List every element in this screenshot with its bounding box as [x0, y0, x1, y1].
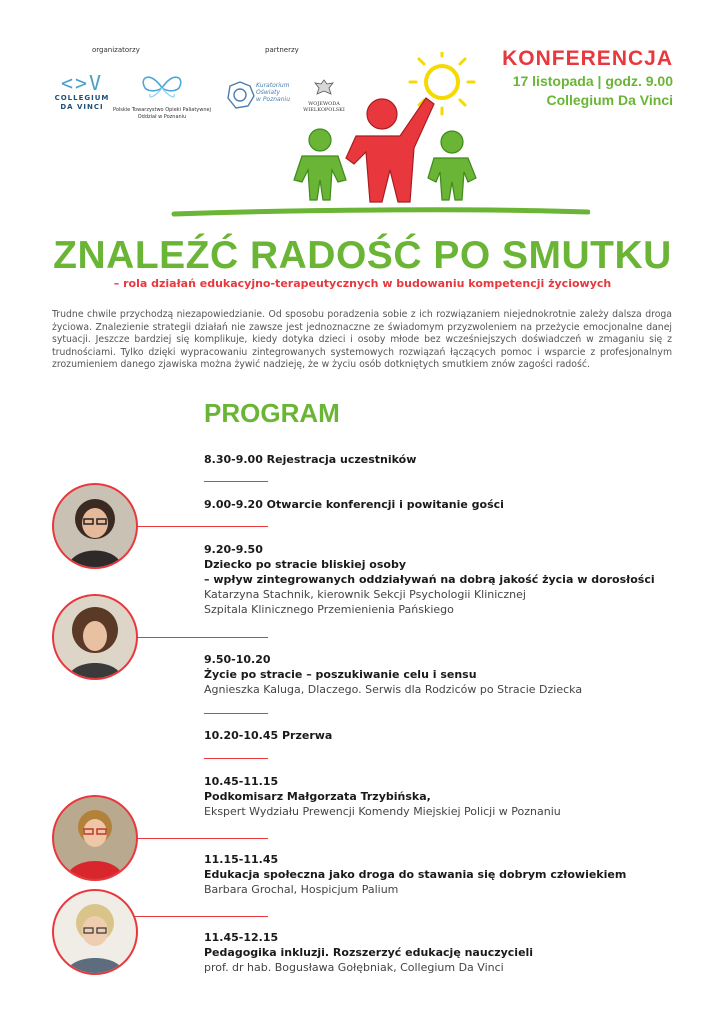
person-portrait-icon	[54, 485, 136, 567]
program-item-title: 10.20-10.45 Przerwa	[204, 729, 333, 742]
program-item-title: Podkomisarz Małgorzata Trzybińska,	[204, 790, 431, 803]
speaker-photo	[52, 889, 138, 975]
program-item-speaker: Ekspert Wydziału Prewencji Komendy Miejskiej Policji w Poznaniu	[204, 805, 561, 818]
ptop-line2: Oddział w Poznaniu	[137, 114, 187, 120]
kuratorium-line1: Kuratorium	[256, 82, 290, 89]
kuratorium-line3: w Poznaniu	[256, 96, 291, 103]
main-title: ZNALEŹĆ RADOŚĆ PO SMUTKU	[53, 234, 672, 277]
program-item-speaker: Katarzyna Stachnik, kierownik Sekcji Psychologii Klinicznej	[204, 588, 526, 601]
conference-date: 17 listopada | godz. 9.00	[512, 73, 673, 89]
program-item-speaker: Agnieszka Kaluga, Dlaczego. Serwis dla Rodziców po Stracie Dziecka	[204, 683, 583, 696]
kuratorium-line2: Oświaty	[256, 89, 281, 96]
program-item-title: 8.30-9.00 Rejestracja uczestników	[204, 453, 417, 466]
wojewoda-line2: WIELKOPOLSKI	[303, 107, 345, 113]
ground-line	[174, 210, 588, 214]
program-item	[204, 452, 684, 467]
program-item	[204, 728, 684, 743]
speaker-photo	[52, 483, 138, 569]
program-item-title: 9.00-9.20 Otwarcie konferencji i powitanie gości	[204, 498, 504, 511]
program-item-speaker-cont: Szpitala Klinicznego Przemienienia Pańskiego	[204, 603, 454, 616]
program-item-title: Życie po stracie – poszukiwanie celu i sensu	[204, 668, 477, 681]
program-item-title: Dziecko po stracie bliskiej osoby	[204, 558, 407, 571]
right-child-figure	[428, 131, 476, 200]
wojewoda-line1: WOJEWODA	[308, 101, 340, 107]
program-item-time: 9.50-10.20	[204, 653, 271, 666]
conference-place: Collegium Da Vinci	[546, 92, 673, 108]
program-item-time: 11.15-11.45	[204, 853, 279, 866]
program-item-time: 11.45-12.15	[204, 931, 279, 944]
cdv-logo-line2: DA VINCI	[60, 103, 104, 111]
family-sun-illustration	[170, 52, 590, 222]
partners-label: partnerzy	[265, 46, 299, 54]
left-child-figure	[294, 129, 346, 200]
program-item-time: 10.45-11.15	[204, 775, 279, 788]
program-item-time: 9.20-9.50	[204, 543, 263, 556]
program-item-title-cont: – wpływ zintegrowanych oddziaływań na dobrą jakość życia w dorosłości	[204, 573, 655, 586]
cdv-arrows-icon: <>V	[60, 71, 104, 95]
divider	[204, 758, 268, 759]
program-item-speaker: prof. dr hab. Bogusława Gołębniak, Collegium Da Vinci	[204, 961, 504, 974]
person-portrait-icon	[54, 891, 136, 973]
program-item	[204, 542, 684, 617]
divider	[204, 713, 268, 714]
program-item-title: Edukacja społeczna jako droga do stawania się dobrym człowiekiem	[204, 868, 627, 881]
person-portrait-icon	[54, 596, 136, 678]
sun-icon	[410, 52, 474, 114]
organizers-label: organizatorzy	[92, 46, 140, 54]
divider	[204, 481, 268, 482]
program-heading: PROGRAM	[204, 398, 340, 428]
intro-paragraph: Trudne chwile przychodzą niezapowiedzianie. Od sposobu poradzenia sobie z ich rozwiązaniem niejednokrotnie zależy dalsza droga życiowa. Znalezienie strategii działań nie zawsze jest jednoznaczne ze świadomym przyzwoleniem na przeżycie emocjonalne danej sytuacji. Jeszcze bardziej się komplikuje, kiedy dotyka dzieci i osoby młode bez wcześniejszych doświadczeń w zmaganiu się z trudnościami. Tylko dzięki wypracowaniu zintegrowanych systemowych rozwiązań łączących pomoc i wsparcie z profesjonalnym zrozumieniem danego zjawiska można żywić nadzieję, że w życiu osób dotkniętych smutkiem znów zagości radość.	[52, 309, 672, 371]
program-item-title: Pedagogika inkluzji. Rozszerzyć edukację nauczycieli	[204, 946, 534, 959]
person-portrait-icon	[54, 797, 136, 879]
program-item-speaker: Barbara Grochal, Hospicjum Palium	[204, 883, 399, 896]
speaker-photo	[52, 594, 138, 680]
cdv-logo-line1: COLLEGIUM	[54, 94, 110, 102]
program-item	[204, 852, 684, 897]
program-item	[204, 652, 684, 697]
conference-label: KONFERENCJA	[502, 47, 673, 70]
program-item	[204, 930, 684, 975]
subtitle: – rola działań edukacyjno-terapeutycznych w budowaniu kompetencji życiowych	[113, 277, 612, 290]
collegium-da-vinci-logo	[52, 72, 112, 122]
ptop-line1: Polskie Towarzystwo Opieki Paliatywnej	[113, 107, 211, 113]
program-item	[204, 774, 684, 819]
adult-figure	[346, 98, 434, 202]
program-item	[204, 497, 684, 512]
speaker-photo	[52, 795, 138, 881]
